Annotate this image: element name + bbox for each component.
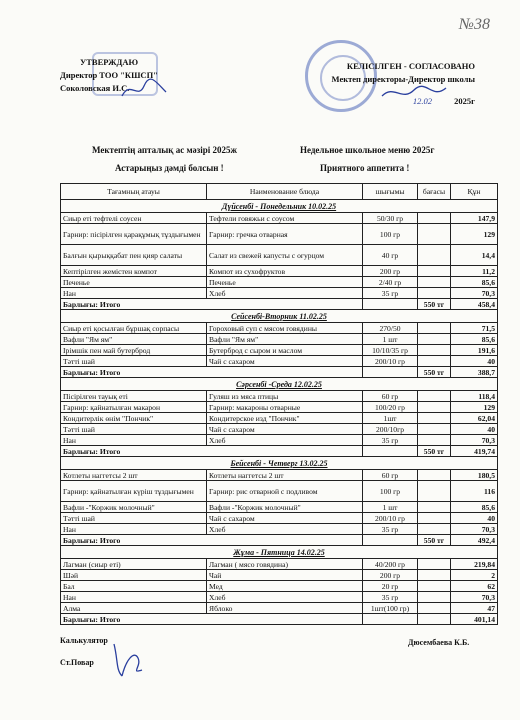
- dish-yield: 20 гр: [363, 581, 418, 592]
- dish-cost: 70,3: [451, 592, 498, 603]
- dish-kz: Тәтті шай: [61, 513, 207, 524]
- dish-kz: Алма: [61, 603, 207, 614]
- dish-ru: Чай с сахаром: [207, 356, 363, 367]
- dish-price: [418, 266, 451, 277]
- menu-item-row: [61, 213, 498, 224]
- dish-yield: 100/20 гр: [363, 402, 418, 413]
- total-sum: 550 тг: [418, 535, 451, 546]
- col-header-price: бағасы: [418, 184, 451, 200]
- menu-item-row: [61, 334, 498, 345]
- total-empty: [363, 614, 418, 625]
- dish-kz: Нан: [61, 435, 207, 446]
- dish-ru: Котлеты наггетсы 2 шт: [207, 470, 363, 481]
- dish-yield: 40 гр: [363, 245, 418, 266]
- dish-cost: 85,6: [451, 277, 498, 288]
- dish-yield: 1шт: [363, 413, 418, 424]
- dish-yield: 100 гр: [363, 481, 418, 502]
- dish-yield: 1 шт: [363, 502, 418, 513]
- total-price: 388,7: [451, 367, 498, 378]
- menu-item-row: [61, 502, 498, 513]
- dish-cost: 129: [451, 402, 498, 413]
- dish-yield: 60 гр: [363, 470, 418, 481]
- dish-cost: 191,6: [451, 345, 498, 356]
- dish-price: [418, 213, 451, 224]
- dish-ru: Яблоко: [207, 603, 363, 614]
- total-row: [61, 367, 498, 378]
- col-header-kz: Тағамның атауы: [61, 184, 207, 200]
- dish-ru: Вафли -"Коржик молочный": [207, 502, 363, 513]
- dish-cost: 116: [451, 481, 498, 502]
- dish-cost: 219,84: [451, 559, 498, 570]
- dish-yield: 1 шт: [363, 334, 418, 345]
- total-row: [61, 446, 498, 457]
- dish-yield: 35 гр: [363, 524, 418, 535]
- day-header: Дүйсенбі - Понедельник 10.02.25: [61, 200, 498, 213]
- menu-item-row: [61, 435, 498, 446]
- dish-ru: Чай: [207, 570, 363, 581]
- dish-price: [418, 391, 451, 402]
- dish-kz: Пісірілген тауық еті: [61, 391, 207, 402]
- wish-ru: Приятного аппетита !: [320, 163, 410, 173]
- dish-price: [418, 224, 451, 245]
- menu-item-row: [61, 323, 498, 334]
- dish-price: [418, 356, 451, 367]
- menu-item-row: [61, 224, 498, 245]
- total-price: 492,4: [451, 535, 498, 546]
- total-price: 401,14: [451, 614, 498, 625]
- dish-yield: 60 гр: [363, 391, 418, 402]
- menu-item-row: [61, 559, 498, 570]
- dish-yield: 200/10 гр: [363, 513, 418, 524]
- dish-kz: Лагман (сиыр еті): [61, 559, 207, 570]
- col-header-ru: Наименование блюда: [207, 184, 363, 200]
- dish-ru: Кондитерское изд "Пончик": [207, 413, 363, 424]
- agreement-position: Мектеп директоры-Директор школы: [331, 74, 475, 84]
- dish-price: [418, 502, 451, 513]
- total-empty: [363, 535, 418, 546]
- menu-item-row: [61, 603, 498, 614]
- day-header: Жұма - Пятница 14.02.25: [61, 546, 498, 559]
- col-header-yield: шығымы: [363, 184, 418, 200]
- day-header: Бейсенбі - Четверг 13.02.25: [61, 457, 498, 470]
- dish-yield: 200 гр: [363, 266, 418, 277]
- calculator-name: Дюсембаева К.Б.: [408, 638, 470, 647]
- dish-price: [418, 581, 451, 592]
- total-empty: [363, 299, 418, 310]
- dish-cost: 47: [451, 603, 498, 614]
- total-sum: 550 тг: [418, 299, 451, 310]
- menu-item-row: [61, 581, 498, 592]
- menu-title-kz: Мектептің апталық ас мәзірі 2025ж: [92, 145, 237, 155]
- dish-cost: 40: [451, 424, 498, 435]
- dish-ru: Гарнир: гречка отварная: [207, 224, 363, 245]
- dish-ru: Гороховый суп с мясом говядины: [207, 323, 363, 334]
- dish-price: [418, 603, 451, 614]
- total-sum: 550 тг: [418, 367, 451, 378]
- director-signature: [120, 78, 170, 102]
- dish-price: [418, 345, 451, 356]
- dish-yield: 200/10гр: [363, 424, 418, 435]
- dish-kz: Кептірілген жемістен компот: [61, 266, 207, 277]
- total-label: Барлығы: Итого: [61, 367, 363, 378]
- dish-ru: Тефтели говяжьи с соусом: [207, 213, 363, 224]
- dish-price: [418, 481, 451, 502]
- menu-item-row: [61, 345, 498, 356]
- dish-price: [418, 245, 451, 266]
- dish-kz: Кондитерлік өнім "Пончик": [61, 413, 207, 424]
- dish-price: [418, 323, 451, 334]
- day-header: Сәрсенбі -Среда 12.02.25: [61, 378, 498, 391]
- dish-ru: Гарнир: рис отварной с подливом: [207, 481, 363, 502]
- dish-kz: Бал: [61, 581, 207, 592]
- dish-price: [418, 277, 451, 288]
- dish-yield: 35 гр: [363, 288, 418, 299]
- day-header-row: [61, 378, 498, 391]
- day-header-row: [61, 457, 498, 470]
- dish-ru: Компот из сухофруктов: [207, 266, 363, 277]
- menu-item-row: [61, 570, 498, 581]
- day-header-row: [61, 200, 498, 213]
- dish-price: [418, 513, 451, 524]
- day-header-row: [61, 546, 498, 559]
- dish-kz: Тәтті шай: [61, 356, 207, 367]
- total-row: [61, 299, 498, 310]
- dish-ru: Гарнир: макароны отварные: [207, 402, 363, 413]
- agreement-title: КЕЛІСІЛГЕН - СОГЛАСОВАНО: [346, 61, 475, 71]
- approval-position: Директор ТОО "КШСП": [60, 70, 158, 80]
- dish-kz: Гарнир: пісірілген қарақұмық тұздығымен: [61, 224, 207, 245]
- dish-kz: Печенье: [61, 277, 207, 288]
- total-label: Барлығы: Итого: [61, 535, 363, 546]
- dish-kz: Балғын қырыққабат пен қияр салаты: [61, 245, 207, 266]
- dish-cost: 85,6: [451, 334, 498, 345]
- total-label: Барлығы: Итого: [61, 614, 363, 625]
- dish-ru: Гуляш из мяса птицы: [207, 391, 363, 402]
- dish-cost: 62,04: [451, 413, 498, 424]
- menu-item-row: [61, 592, 498, 603]
- dish-price: [418, 470, 451, 481]
- menu-item-row: [61, 413, 498, 424]
- dish-yield: 10/10/35 гр: [363, 345, 418, 356]
- menu-item-row: [61, 356, 498, 367]
- dish-cost: 180,5: [451, 470, 498, 481]
- approval-name: Соколовская И.С.: [60, 83, 130, 93]
- total-sum: 550 тг: [418, 446, 451, 457]
- day-header-row: [61, 310, 498, 323]
- dish-kz: Сиыр еті тефтелі соусен: [61, 213, 207, 224]
- menu-item-row: [61, 481, 498, 502]
- menu-title-ru: Недельное школьное меню 2025г: [300, 145, 435, 155]
- dish-cost: 147,9: [451, 213, 498, 224]
- dish-kz: Вафли -"Коржик молочный": [61, 502, 207, 513]
- dish-kz: Нан: [61, 288, 207, 299]
- dish-kz: Котлеты наггетсы 2 шт: [61, 470, 207, 481]
- total-row: [61, 614, 498, 625]
- dish-ru: Чай с сахаром: [207, 424, 363, 435]
- dish-cost: 70,3: [451, 288, 498, 299]
- dish-kz: Вафли "Ям ям": [61, 334, 207, 345]
- dish-price: [418, 288, 451, 299]
- dish-ru: Хлеб: [207, 435, 363, 446]
- menu-item-row: [61, 266, 498, 277]
- dish-ru: Печенье: [207, 277, 363, 288]
- total-row: [61, 535, 498, 546]
- dish-price: [418, 413, 451, 424]
- menu-item-row: [61, 245, 498, 266]
- agreement-block: [325, 60, 475, 108]
- total-label: Барлығы: Итого: [61, 299, 363, 310]
- total-empty: [363, 367, 418, 378]
- dish-cost: 118,4: [451, 391, 498, 402]
- total-price: 419,74: [451, 446, 498, 457]
- dish-kz: Нан: [61, 592, 207, 603]
- table-header: [61, 184, 498, 200]
- document-number: №38: [458, 16, 490, 33]
- dish-cost: 62: [451, 581, 498, 592]
- chef-signature: [108, 640, 148, 680]
- calculator-label: Калькулятор: [60, 636, 108, 645]
- dish-price: [418, 424, 451, 435]
- dish-ru: Хлеб: [207, 524, 363, 535]
- total-empty: [363, 446, 418, 457]
- dish-price: [418, 524, 451, 535]
- dish-yield: 1шт(100 гр): [363, 603, 418, 614]
- dish-price: [418, 402, 451, 413]
- dish-ru: Вафли "Ям ям": [207, 334, 363, 345]
- menu-item-row: [61, 402, 498, 413]
- agreement-date: [325, 95, 475, 108]
- dish-ru: Мед: [207, 581, 363, 592]
- menu-item-row: [61, 524, 498, 535]
- dish-cost: 40: [451, 513, 498, 524]
- dish-yield: 270/50: [363, 323, 418, 334]
- agreement-date-handwritten: 12.02: [412, 96, 432, 106]
- dish-yield: 200 гр: [363, 570, 418, 581]
- menu-item-row: [61, 391, 498, 402]
- dish-cost: 129: [451, 224, 498, 245]
- dish-price: [418, 334, 451, 345]
- wish-kz: Астарыңыз дәмді болсын !: [115, 163, 224, 173]
- dish-price: [418, 559, 451, 570]
- dish-cost: 2: [451, 570, 498, 581]
- dish-kz: Ірімшік пен май бутерброд: [61, 345, 207, 356]
- dish-ru: Чай с сахаром: [207, 513, 363, 524]
- total-sum: [418, 614, 451, 625]
- dish-kz: Тәтті шай: [61, 424, 207, 435]
- total-price: 458,4: [451, 299, 498, 310]
- dish-cost: 70,3: [451, 524, 498, 535]
- agreement-year: 2025г: [454, 96, 475, 106]
- menu-table: [60, 183, 498, 625]
- dish-ru: Салат из свежей капусты с огурцом: [207, 245, 363, 266]
- dish-kz: Сиыр еті қосылған бұршақ сорпасы: [61, 323, 207, 334]
- menu-body: [61, 200, 498, 625]
- dish-kz: Шәй: [61, 570, 207, 581]
- dish-yield: 35 гр: [363, 592, 418, 603]
- dish-yield: 50/30 гр: [363, 213, 418, 224]
- dish-cost: 71,5: [451, 323, 498, 334]
- dish-price: [418, 570, 451, 581]
- chef-label: Ст.Повар: [60, 658, 94, 667]
- total-label: Барлығы: Итого: [61, 446, 363, 457]
- dish-kz: Гарнир: қайнатылған күріш тұздығымен: [61, 481, 207, 502]
- dish-ru: Лагман ( мясо говядина): [207, 559, 363, 570]
- dish-price: [418, 435, 451, 446]
- dish-cost: 11,2: [451, 266, 498, 277]
- dish-yield: 100 гр: [363, 224, 418, 245]
- dish-cost: 70,3: [451, 435, 498, 446]
- dish-kz: Нан: [61, 524, 207, 535]
- menu-item-row: [61, 288, 498, 299]
- dish-ru: Хлеб: [207, 288, 363, 299]
- col-header-cost: Құн: [451, 184, 498, 200]
- dish-cost: 85,6: [451, 502, 498, 513]
- dish-ru: Бутерброд с сыром и маслом: [207, 345, 363, 356]
- dish-cost: 14,4: [451, 245, 498, 266]
- approval-title: УТВЕРЖДАЮ: [80, 57, 139, 67]
- menu-item-row: [61, 277, 498, 288]
- dish-ru: Хлеб: [207, 592, 363, 603]
- menu-item-row: [61, 470, 498, 481]
- menu-item-row: [61, 513, 498, 524]
- dish-kz: Гарнир: қайнатылған макарон: [61, 402, 207, 413]
- menu-item-row: [61, 424, 498, 435]
- day-header: Сейсенбі-Вторник 11.02.25: [61, 310, 498, 323]
- dish-yield: 40/200 гр: [363, 559, 418, 570]
- dish-price: [418, 592, 451, 603]
- dish-yield: 200/10 гр: [363, 356, 418, 367]
- dish-yield: 2/40 гр: [363, 277, 418, 288]
- dish-yield: 35 гр: [363, 435, 418, 446]
- dish-cost: 40: [451, 356, 498, 367]
